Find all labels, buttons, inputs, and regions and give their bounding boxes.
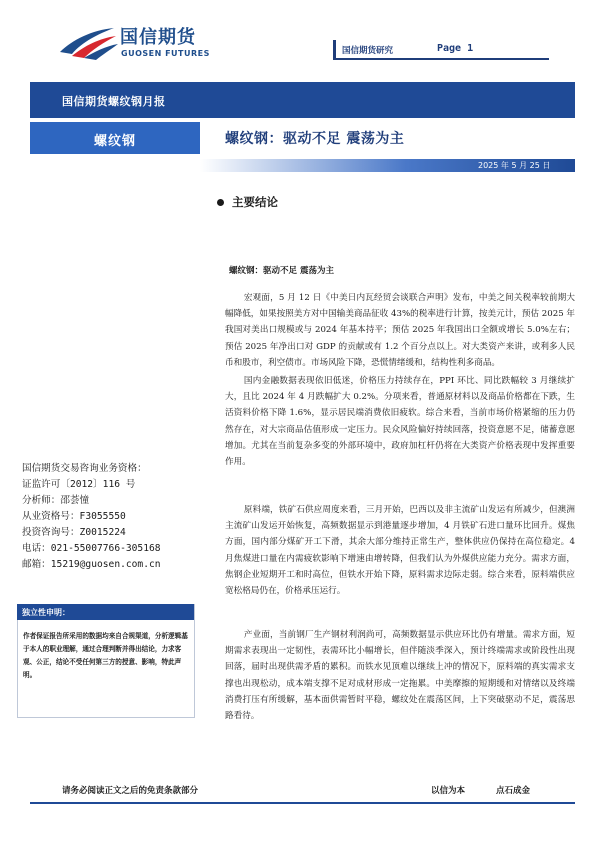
qualification-line: 国信期货交易咨询业务资格： <box>22 463 147 474</box>
email-link[interactable]: 邮箱：15219@guosen.com.cn <box>22 559 161 570</box>
section-heading: 主要结论 <box>232 195 278 209</box>
logo-name-en: GUOSEN FUTURES <box>121 49 210 58</box>
practice-number: 从业资格号：F3055550 <box>22 511 126 522</box>
disclaimer-text: 作者保证报告所采用的数据均来自合规渠道，分析逻辑基于本人的职业理解，通过合理判断并得出结论，力求客观、公正，结论不受任何第三方的授意、影响，特此声明。 <box>23 632 188 679</box>
analyst-name: 分析师：邵荟憧 <box>22 495 90 506</box>
logo-name-cn: 国信期货 <box>120 27 196 48</box>
footer-divider <box>30 802 575 804</box>
consulting-number: 投资咨询号：Z0015224 <box>22 527 126 538</box>
bullet-icon <box>217 199 224 206</box>
license-line: 证监许可〔2012〕116 号 <box>22 479 136 490</box>
report-title: 螺纹钢：驱动不足 震荡为主 <box>225 131 405 147</box>
paragraph-raw-materials: 原料端，铁矿石供应周度来看，三月开始，巴西以及非主流矿山发运有所减少，但澳洲主流矿山发运开始恢复，高频数据显示到港量逐步增加，4 月铁矿石进口量环比回升。煤焦方面，国内部分煤矿开工下滑，其余大部分维持正常生产，整体供应仍保持在高位稳定。4 月焦煤进口量在内需疲软影响下增速由增转降，但我们认为外煤供应能力充分。需求方面，焦钢企业短期开工和时高位，但铁水开始下降，原料需求边际走弱。综合来看，原料端供应宽松格局仍在，价格承压运行。 <box>225 505 575 597</box>
page-number: Page 1 <box>437 43 474 54</box>
paragraph-macro: 宏观面，5 月 12 日《中美日内瓦经贸会谈联合声明》发布，中美之间关税率较前期大幅降低，如果按照美方对中国输美商品征收 43%的税率进行计算，按美元计，预估 2025 年我国对美出口规模或与 2024 年基本持平；预估 2025 年我国出口全额或增长 5.0%左右；预估 2025 年净出口对 GDP 的贡献或有 1.2 个百分点以上。对大类资产来讲，或利多人民币和股市，利空债市。市场风险下降，恐慌情绪缓和，结构性利多商品。 <box>225 293 575 368</box>
paragraph-industry: 产业面，当前钢厂生产钢材利润尚可，高频数据显示供应环比仍有增量。需求方面，短期需求表现出一定韧性，表需环比小幅增长，但伴随淡季深入，预计终端需求或阶段性出现回落，届时出现供需矛盾的累积。而铁水见顶难以继续上冲的情况下，原料端的真实需求支撑也出现松动，成本端支撑不足对成材形成一定拖累。中美摩擦的短期缓和对情绪以及终端消费打压有所缓解，基本面供需暂时平稳，螺纹处在震荡区间，上下突破驱动不足，震荡思路看待。 <box>225 630 575 722</box>
phone-line: 电话：021-55007766-305168 <box>22 543 161 554</box>
category-label: 螺纹钢 <box>93 134 136 149</box>
report-date: 2025 年 5 月 25 日 <box>478 161 551 170</box>
footer-motto-2: 点石成金 <box>496 786 531 796</box>
footer-notice: 请务必阅读正文之后的免责条款部分 <box>62 786 199 796</box>
header-label: 国信期货研究 <box>342 46 394 56</box>
paragraph-finance: 国内金融数据表现依旧低迷，价格压力持续存在，PPI 环比、同比跌幅较 3 月继续扩大，且比 2024 年 4 月跌幅扩大 0.2%。分项来看，普通原材料以及商品价格都在下跌，生活资料价格下降 1.6%，显示居民端消费依旧疲软。综合来看，当前市场价格紧缩的压力仍然存在，对大宗商品估值形成一定压力。民众风险偏好持续回落，投资意愿不足，储蓄意愿增加。尤其在当前复杂多变的外部环境中，政府加杠杆仍将在大类资产价格表现中发挥重要作用。 <box>225 376 575 468</box>
disclaimer-heading: 独立性申明： <box>22 608 70 617</box>
body-subtitle: 螺纹钢：驱动不足 震荡为主 <box>229 266 334 276</box>
footer-motto-1: 以信为本 <box>431 786 466 796</box>
banner-title: 国信期货螺纹钢月报 <box>62 95 166 108</box>
